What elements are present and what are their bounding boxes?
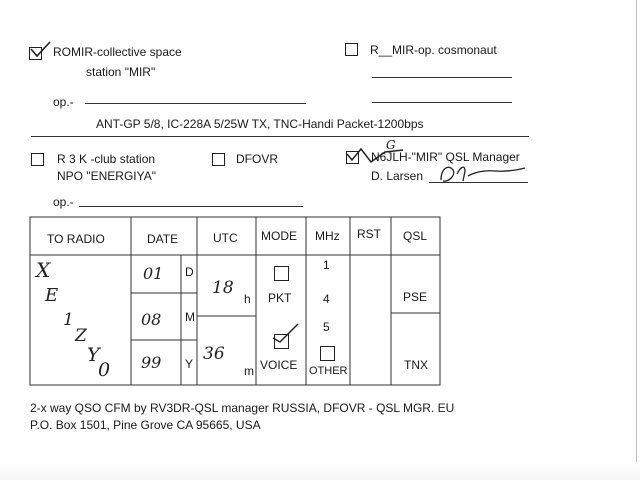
- mode-other-label: OTHER: [309, 365, 348, 377]
- romir-label-line2: station "MIR": [86, 65, 156, 79]
- date-unit-m: M: [185, 310, 195, 324]
- mode-voice-label: VOICE: [260, 358, 298, 372]
- to-radio-char: 0: [98, 359, 111, 381]
- mode-pkt-label: PKT: [268, 291, 292, 305]
- header-rst: RST: [357, 227, 381, 241]
- date-month: 08: [141, 310, 162, 329]
- mhz-digit: 4: [323, 292, 330, 306]
- to-radio-char: Z: [75, 326, 87, 346]
- to-radio-char: E: [45, 285, 59, 306]
- r3k-label-line1: R 3 K -club station: [57, 152, 156, 166]
- qsl-pse-label: PSE: [403, 290, 428, 304]
- date-day: 01: [143, 264, 164, 283]
- header-to-radio: TO RADIO: [47, 232, 105, 246]
- utc-unit-h: h: [244, 292, 251, 306]
- op-label-2: op.-: [53, 195, 74, 209]
- to-radio-char: X: [36, 258, 51, 282]
- equipment-text: ANT-GP 5/8, IC-228A 5/25W TX, TNC-Handi Packet-1200bps: [96, 117, 424, 131]
- dfovr-label: DFOVR: [236, 152, 278, 166]
- header-mhz: MHz: [315, 229, 340, 243]
- mhz-digit: 1: [323, 258, 330, 272]
- header-utc: UTC: [213, 231, 238, 245]
- r3k-label-line2: NPO "ENERGIYA": [57, 169, 156, 183]
- utc-minute: 36: [203, 344, 225, 364]
- footer-line1: 2-x way QSO CFM by RV3DR-QSL manager RUSSIA, DFOVR - QSL MGR. EU: [30, 401, 455, 415]
- footer-line2: P.O. Box 1501, Pine Grove CA 95665, USA: [30, 418, 261, 432]
- to-radio-char: 1: [63, 310, 74, 330]
- date-year: 99: [141, 353, 162, 372]
- callsign-correction: G: [386, 138, 396, 152]
- romir-label-line1: ROMIR-collective space: [53, 45, 182, 59]
- mhz-digit: 5: [323, 320, 330, 334]
- date-unit-y: Y: [185, 357, 194, 371]
- op-label-1: op.-: [53, 95, 74, 109]
- voice-check-mark: [270, 322, 300, 344]
- other-checkbox[interactable]: [320, 346, 335, 361]
- header-date: DATE: [147, 232, 179, 246]
- pkt-checkbox[interactable]: [274, 266, 289, 281]
- r-mir-label: R__MIR-op. cosmonaut: [370, 43, 497, 57]
- utc-unit-m: m: [244, 364, 254, 378]
- manager-label-line2: D. Larsen: [371, 169, 424, 183]
- qsl-tnx-label: TNX: [404, 358, 428, 372]
- utc-hour: 18: [212, 278, 234, 298]
- date-unit-d: D: [185, 265, 194, 279]
- header-mode: MODE: [261, 229, 297, 243]
- manager-label-line1: N6JLH-"MIR" QSL Manager: [371, 150, 520, 164]
- to-radio-char: Y: [87, 344, 100, 366]
- header-qsl: QSL: [403, 229, 428, 243]
